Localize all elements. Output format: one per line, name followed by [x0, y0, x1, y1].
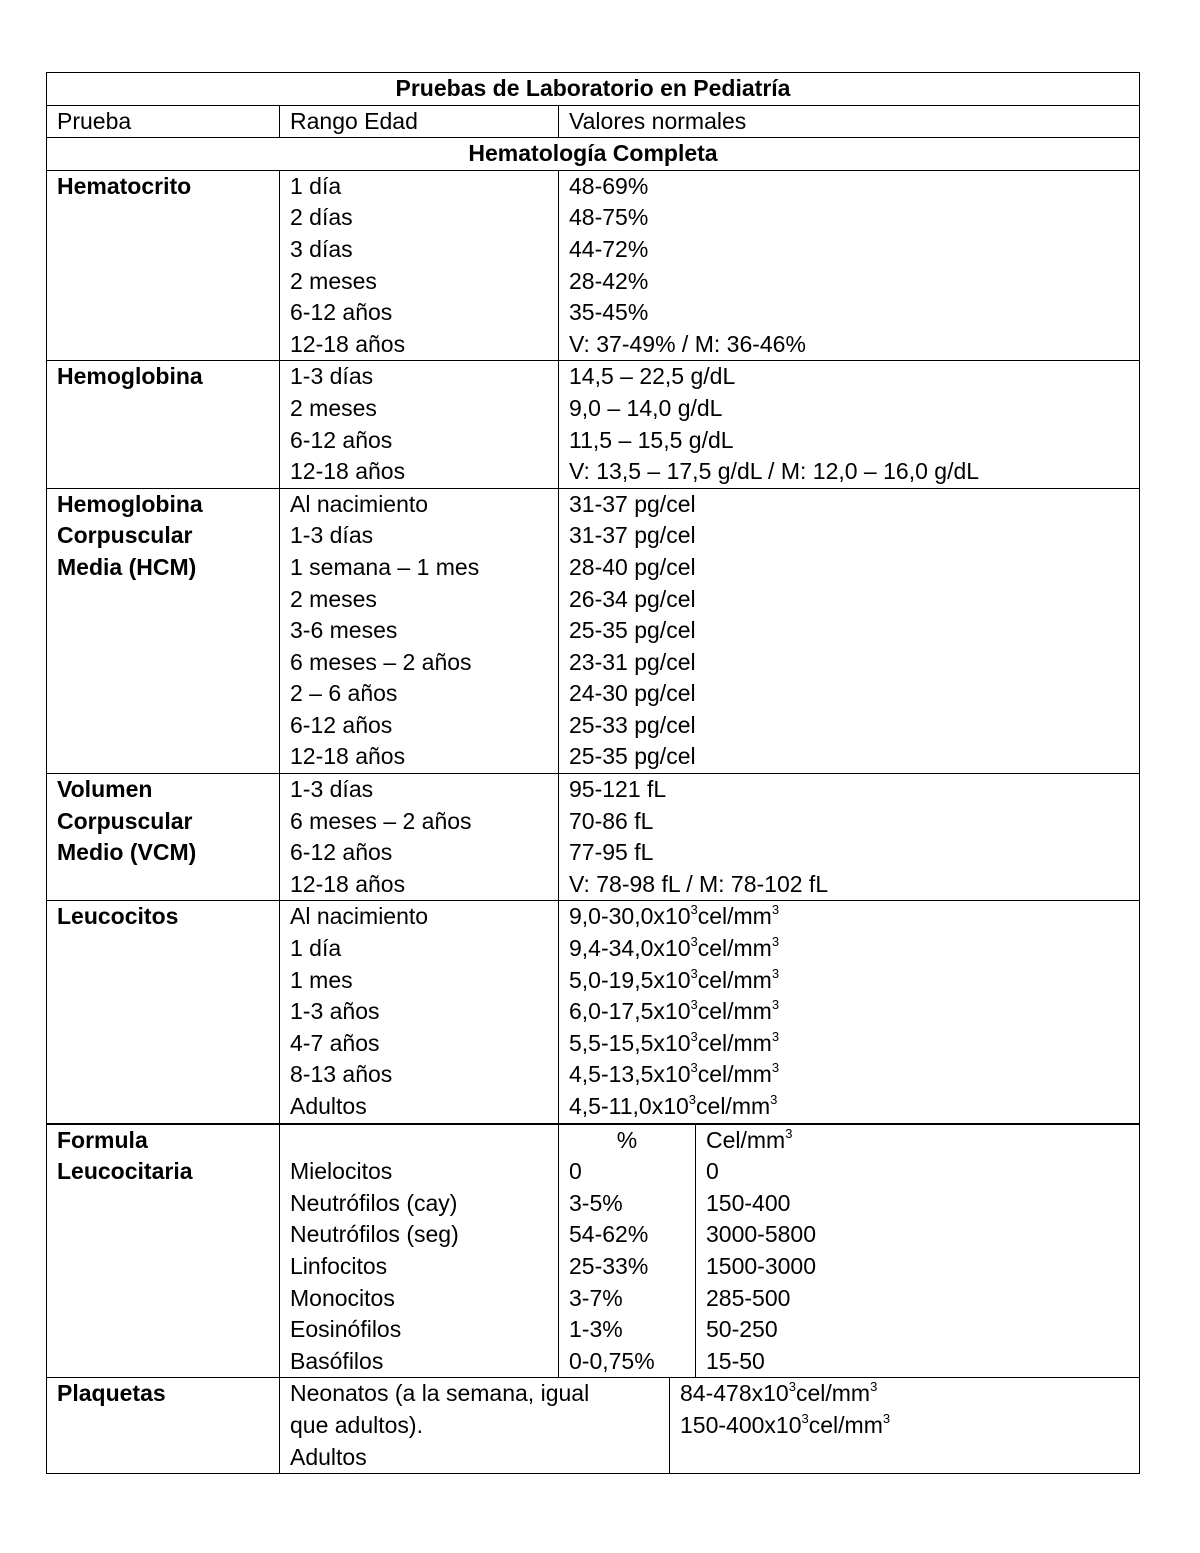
normal-value: 25-33 pg/cel	[569, 711, 696, 738]
formula-row	[47, 1123, 1139, 1378]
formula-pct: 1-3%	[569, 1316, 623, 1343]
leucocitos-value	[569, 1059, 1129, 1091]
leucocitos-exp: 3	[690, 902, 698, 918]
lab-table-page	[46, 72, 1140, 1474]
leucocitos-value	[569, 996, 1129, 1028]
group-label-line: Volumen	[57, 776, 153, 803]
age-range: 12-18 años	[290, 743, 406, 770]
age-range: 2 meses	[290, 267, 377, 294]
section-row	[47, 137, 1139, 170]
plaquetas-unit: cel/mm	[808, 1411, 883, 1438]
formula-cel: 3000-5800	[706, 1221, 816, 1248]
formula-cel: 150-400	[706, 1189, 791, 1216]
plaquetas-value	[680, 1410, 1129, 1442]
age-range: 6-12 años	[290, 299, 393, 326]
formula-pct-column	[559, 1125, 696, 1378]
group-values-hematocrito	[559, 171, 1139, 361]
plaquetas-exp: 3	[788, 1379, 796, 1395]
formula-cel: 1500-3000	[706, 1252, 816, 1279]
leucocitos-exp: 3	[690, 997, 698, 1013]
leucocitos-exp: 3	[690, 1060, 698, 1076]
leucocitos-unit-exp: 3	[771, 997, 780, 1013]
plaquetas-unit-exp: 3	[870, 1379, 878, 1395]
formula-cel: 285-500	[706, 1284, 791, 1311]
header-test: Prueba	[47, 106, 280, 138]
leucocitos-values	[559, 901, 1139, 1122]
age-range: Al nacimiento	[290, 490, 429, 517]
formula-cell-name: Linfocitos	[290, 1252, 388, 1279]
age-range: 2 días	[290, 204, 353, 231]
leucocitos-range: 9,0-30,0	[569, 903, 654, 930]
age-range: 1-3 días	[290, 776, 374, 803]
normal-value: 11,5 – 15,5 g/dL	[569, 426, 734, 453]
plaquetas-exp: 3	[801, 1410, 809, 1426]
formula-cel-column	[696, 1125, 1139, 1378]
formula-label-line: Formula	[57, 1126, 148, 1153]
group-label-vcm	[47, 774, 280, 900]
age-range: 1-3 días	[290, 363, 374, 390]
age-range: 2 meses	[290, 585, 377, 612]
age-range: 1 semana – 1 mes	[290, 553, 480, 580]
leucocitos-value	[569, 1028, 1129, 1060]
plaquetas-unit-exp: 3	[882, 1410, 891, 1426]
age-range: 4-7 años	[290, 1029, 380, 1056]
leucocitos-unit: cel/mm	[697, 935, 772, 962]
formula-name-spacer	[290, 1125, 548, 1157]
normal-value: 48-69%	[569, 172, 649, 199]
plaquetas-label: Plaquetas	[47, 1378, 280, 1473]
group-ages-hcm	[280, 489, 559, 773]
age-range: 6 meses – 2 años	[290, 648, 472, 675]
formula-pct: 3-7%	[569, 1284, 623, 1311]
age-range: 3-6 meses	[290, 617, 398, 644]
formula-pct: 3-5%	[569, 1189, 623, 1216]
leucocitos-unit-exp: 3	[771, 902, 780, 918]
normal-value: V: 13,5 – 17,5 g/dL / M: 12,0 – 16,0 g/dL	[569, 458, 980, 485]
leucocitos-value	[569, 1091, 1129, 1123]
formula-pct: 25-33%	[569, 1252, 649, 1279]
plaquetas-unit: cel/mm	[795, 1380, 871, 1407]
formula-label-line: Leucocitaria	[57, 1158, 193, 1185]
normal-value: 35-45%	[569, 299, 649, 326]
formula-cell-names	[280, 1125, 559, 1378]
group-label-line: Corpuscular	[57, 807, 193, 834]
age-range: Adultos	[290, 1093, 367, 1119]
age-range: 1 día	[290, 172, 342, 199]
age-range: 2 – 6 años	[290, 680, 398, 707]
age-range: 8-13 años	[290, 1061, 393, 1088]
leucocitos-unit: cel/mm	[697, 998, 772, 1025]
normal-value: 95-121 fL	[569, 776, 667, 803]
leucocitos-unit-exp: 3	[771, 934, 780, 950]
age-range: 2 meses	[290, 394, 377, 421]
plaquetas-desc-line: que adultos).	[290, 1411, 423, 1438]
test-groups	[47, 170, 1139, 901]
leucocitos-value	[569, 933, 1129, 965]
plaquetas-values	[670, 1378, 1139, 1473]
normal-value: 25-35 pg/cel	[569, 617, 696, 644]
formula-cell-name: Neutrófilos (cay)	[290, 1189, 458, 1216]
leucocitos-exp-base: x10	[653, 1061, 691, 1088]
header-values: Valores normales	[569, 107, 747, 134]
group-ages-vcm	[280, 774, 559, 900]
group-label-line: Media (HCM)	[57, 553, 197, 580]
age-range: 3 días	[290, 235, 353, 262]
age-range: 6 meses – 2 años	[290, 807, 472, 834]
leucocitos-exp: 3	[690, 934, 698, 950]
leucocitos-unit-exp: 3	[771, 1060, 780, 1076]
table-title-row	[47, 73, 1139, 105]
section-title: Hematología Completa	[468, 140, 718, 167]
lab-reference-table	[46, 72, 1140, 1474]
leucocitos-unit-exp: 3	[770, 1092, 778, 1107]
formula-cell-name: Neutrófilos (seg)	[290, 1221, 459, 1248]
age-range: 12-18 años	[290, 330, 406, 357]
normal-value: 25-35 pg/cel	[569, 743, 696, 770]
plaquetas-exp-base: x10	[764, 1411, 802, 1438]
leucocitos-label: Leucocitos	[47, 901, 280, 1122]
formula-pct-header: %	[616, 1126, 638, 1153]
normal-value: 9,0 – 14,0 g/dL	[569, 394, 723, 421]
normal-value: 31-37 pg/cel	[569, 522, 696, 549]
leucocitos-range: 4,5-13,5	[569, 1061, 654, 1088]
age-range: 1-3 días	[290, 522, 374, 549]
plaquetas-value	[680, 1378, 1129, 1410]
age-range: 1 día	[290, 935, 342, 962]
formula-cel-header	[706, 1125, 1129, 1157]
group-ages-hematocrito	[280, 171, 559, 361]
group-label-line: Hematocrito	[57, 172, 192, 199]
normal-value: 28-40 pg/cel	[569, 553, 696, 580]
formula-cel: 15-50	[706, 1347, 765, 1374]
leucocitos-exp-base: x10	[653, 903, 691, 930]
normal-value: 14,5 – 22,5 g/dL	[569, 363, 736, 390]
leucocitos-row	[47, 900, 1139, 1122]
formula-cel-header-exp: 3	[785, 1125, 793, 1141]
leucocitos-exp: 3	[690, 965, 698, 981]
plaquetas-description	[280, 1378, 670, 1473]
formula-cell-name: Eosinófilos	[290, 1316, 402, 1343]
age-range: 12-18 años	[290, 458, 406, 485]
leucocitos-unit: cel/mm	[697, 1029, 772, 1056]
leucocitos-unit: cel/mm	[697, 966, 772, 993]
group-row-hematocrito	[47, 170, 1139, 361]
plaquetas-exp-base: x10	[751, 1380, 789, 1407]
normal-value: 23-31 pg/cel	[569, 648, 696, 675]
leucocitos-range: 5,5-15,5	[569, 1029, 654, 1056]
leucocitos-unit: cel/mm	[696, 1093, 771, 1119]
formula-cel: 50-250	[706, 1316, 778, 1343]
plaquetas-desc-line: Neonatos (a la semana, igual	[290, 1380, 590, 1407]
age-range: 1-3 años	[290, 998, 380, 1025]
formula-cel: 0	[706, 1158, 719, 1185]
age-range: 6-12 años	[290, 839, 393, 866]
plaquetas-row	[47, 1377, 1139, 1473]
leucocitos-unit: cel/mm	[697, 1061, 772, 1088]
normal-value: 28-42%	[569, 267, 649, 294]
leucocitos-range: 5,0-19,5	[569, 966, 654, 993]
leucocitos-exp-base: x10	[653, 998, 691, 1025]
formula-cell-name: Monocitos	[290, 1284, 395, 1311]
normal-value: 48-75%	[569, 204, 649, 231]
normal-value: 31-37 pg/cel	[569, 490, 696, 517]
leucocitos-exp: 3	[688, 1092, 697, 1107]
column-header-row	[47, 105, 1139, 138]
normal-value: 26-34 pg/cel	[569, 585, 696, 612]
leucocitos-exp-base: x10	[653, 1029, 691, 1056]
leucocitos-value	[569, 965, 1129, 997]
age-range: 12-18 años	[290, 870, 406, 897]
group-label-line: Medio (VCM)	[57, 839, 197, 866]
normal-value: 70-86 fL	[569, 807, 654, 834]
formula-cell-name: Basófilos	[290, 1347, 384, 1374]
age-range: Al nacimiento	[290, 903, 429, 930]
group-label-line: Hemoglobina	[57, 363, 203, 390]
formula-pct: 0	[569, 1158, 582, 1185]
formula-label	[47, 1125, 280, 1378]
leucocitos-exp-base: x10	[651, 1093, 689, 1119]
normal-value: 44-72%	[569, 235, 649, 262]
leucocitos-unit-exp: 3	[771, 1028, 780, 1044]
age-range: 6-12 años	[290, 711, 393, 738]
table-title: Pruebas de Laboratorio en Pediatría	[395, 75, 791, 101]
group-values-vcm	[559, 774, 1139, 900]
group-label-line: Corpuscular	[57, 522, 193, 549]
header-age: Rango Edad	[280, 106, 559, 138]
group-label-line: Hemoglobina	[57, 490, 203, 517]
group-values-hemoglobina	[559, 361, 1139, 487]
group-ages-hemoglobina	[280, 361, 559, 487]
group-row-hcm	[47, 488, 1139, 773]
normal-value: V: 78-98 fL / M: 78-102 fL	[569, 870, 829, 897]
group-row-hemoglobina	[47, 360, 1139, 487]
group-label-hcm	[47, 489, 280, 773]
normal-value: V: 37-49% / M: 36-46%	[569, 330, 806, 357]
normal-value: 77-95 fL	[569, 839, 654, 866]
group-label-hemoglobina	[47, 361, 280, 487]
normal-value: 24-30 pg/cel	[569, 680, 696, 707]
age-range: 6-12 años	[290, 426, 393, 453]
plaquetas-desc-line: Adultos	[290, 1443, 367, 1470]
leucocitos-range: 9,4-34,0	[569, 935, 654, 962]
plaquetas-range: 150-400	[680, 1411, 765, 1438]
formula-cell-name: Mielocitos	[290, 1158, 393, 1185]
leucocitos-range: 6,0-17,5	[569, 998, 654, 1025]
formula-pct: 0-0,75%	[569, 1347, 655, 1374]
group-values-hcm	[559, 489, 1139, 773]
formula-pct: 54-62%	[569, 1221, 649, 1248]
leucocitos-exp: 3	[690, 1028, 698, 1044]
leucocitos-value	[569, 901, 1129, 933]
group-row-vcm	[47, 773, 1139, 900]
plaquetas-range: 84-478	[680, 1380, 752, 1407]
group-label-hematocrito	[47, 171, 280, 361]
leucocitos-range: 4,5-11,0	[569, 1093, 652, 1119]
leucocitos-unit-exp: 3	[771, 965, 780, 981]
leucocitos-exp-base: x10	[653, 966, 691, 993]
age-range: 1 mes	[290, 966, 353, 993]
leucocitos-exp-base: x10	[653, 935, 691, 962]
leucocitos-ages	[280, 901, 559, 1122]
formula-cel-header-text: Cel/mm	[706, 1126, 786, 1153]
leucocitos-unit: cel/mm	[697, 903, 772, 930]
